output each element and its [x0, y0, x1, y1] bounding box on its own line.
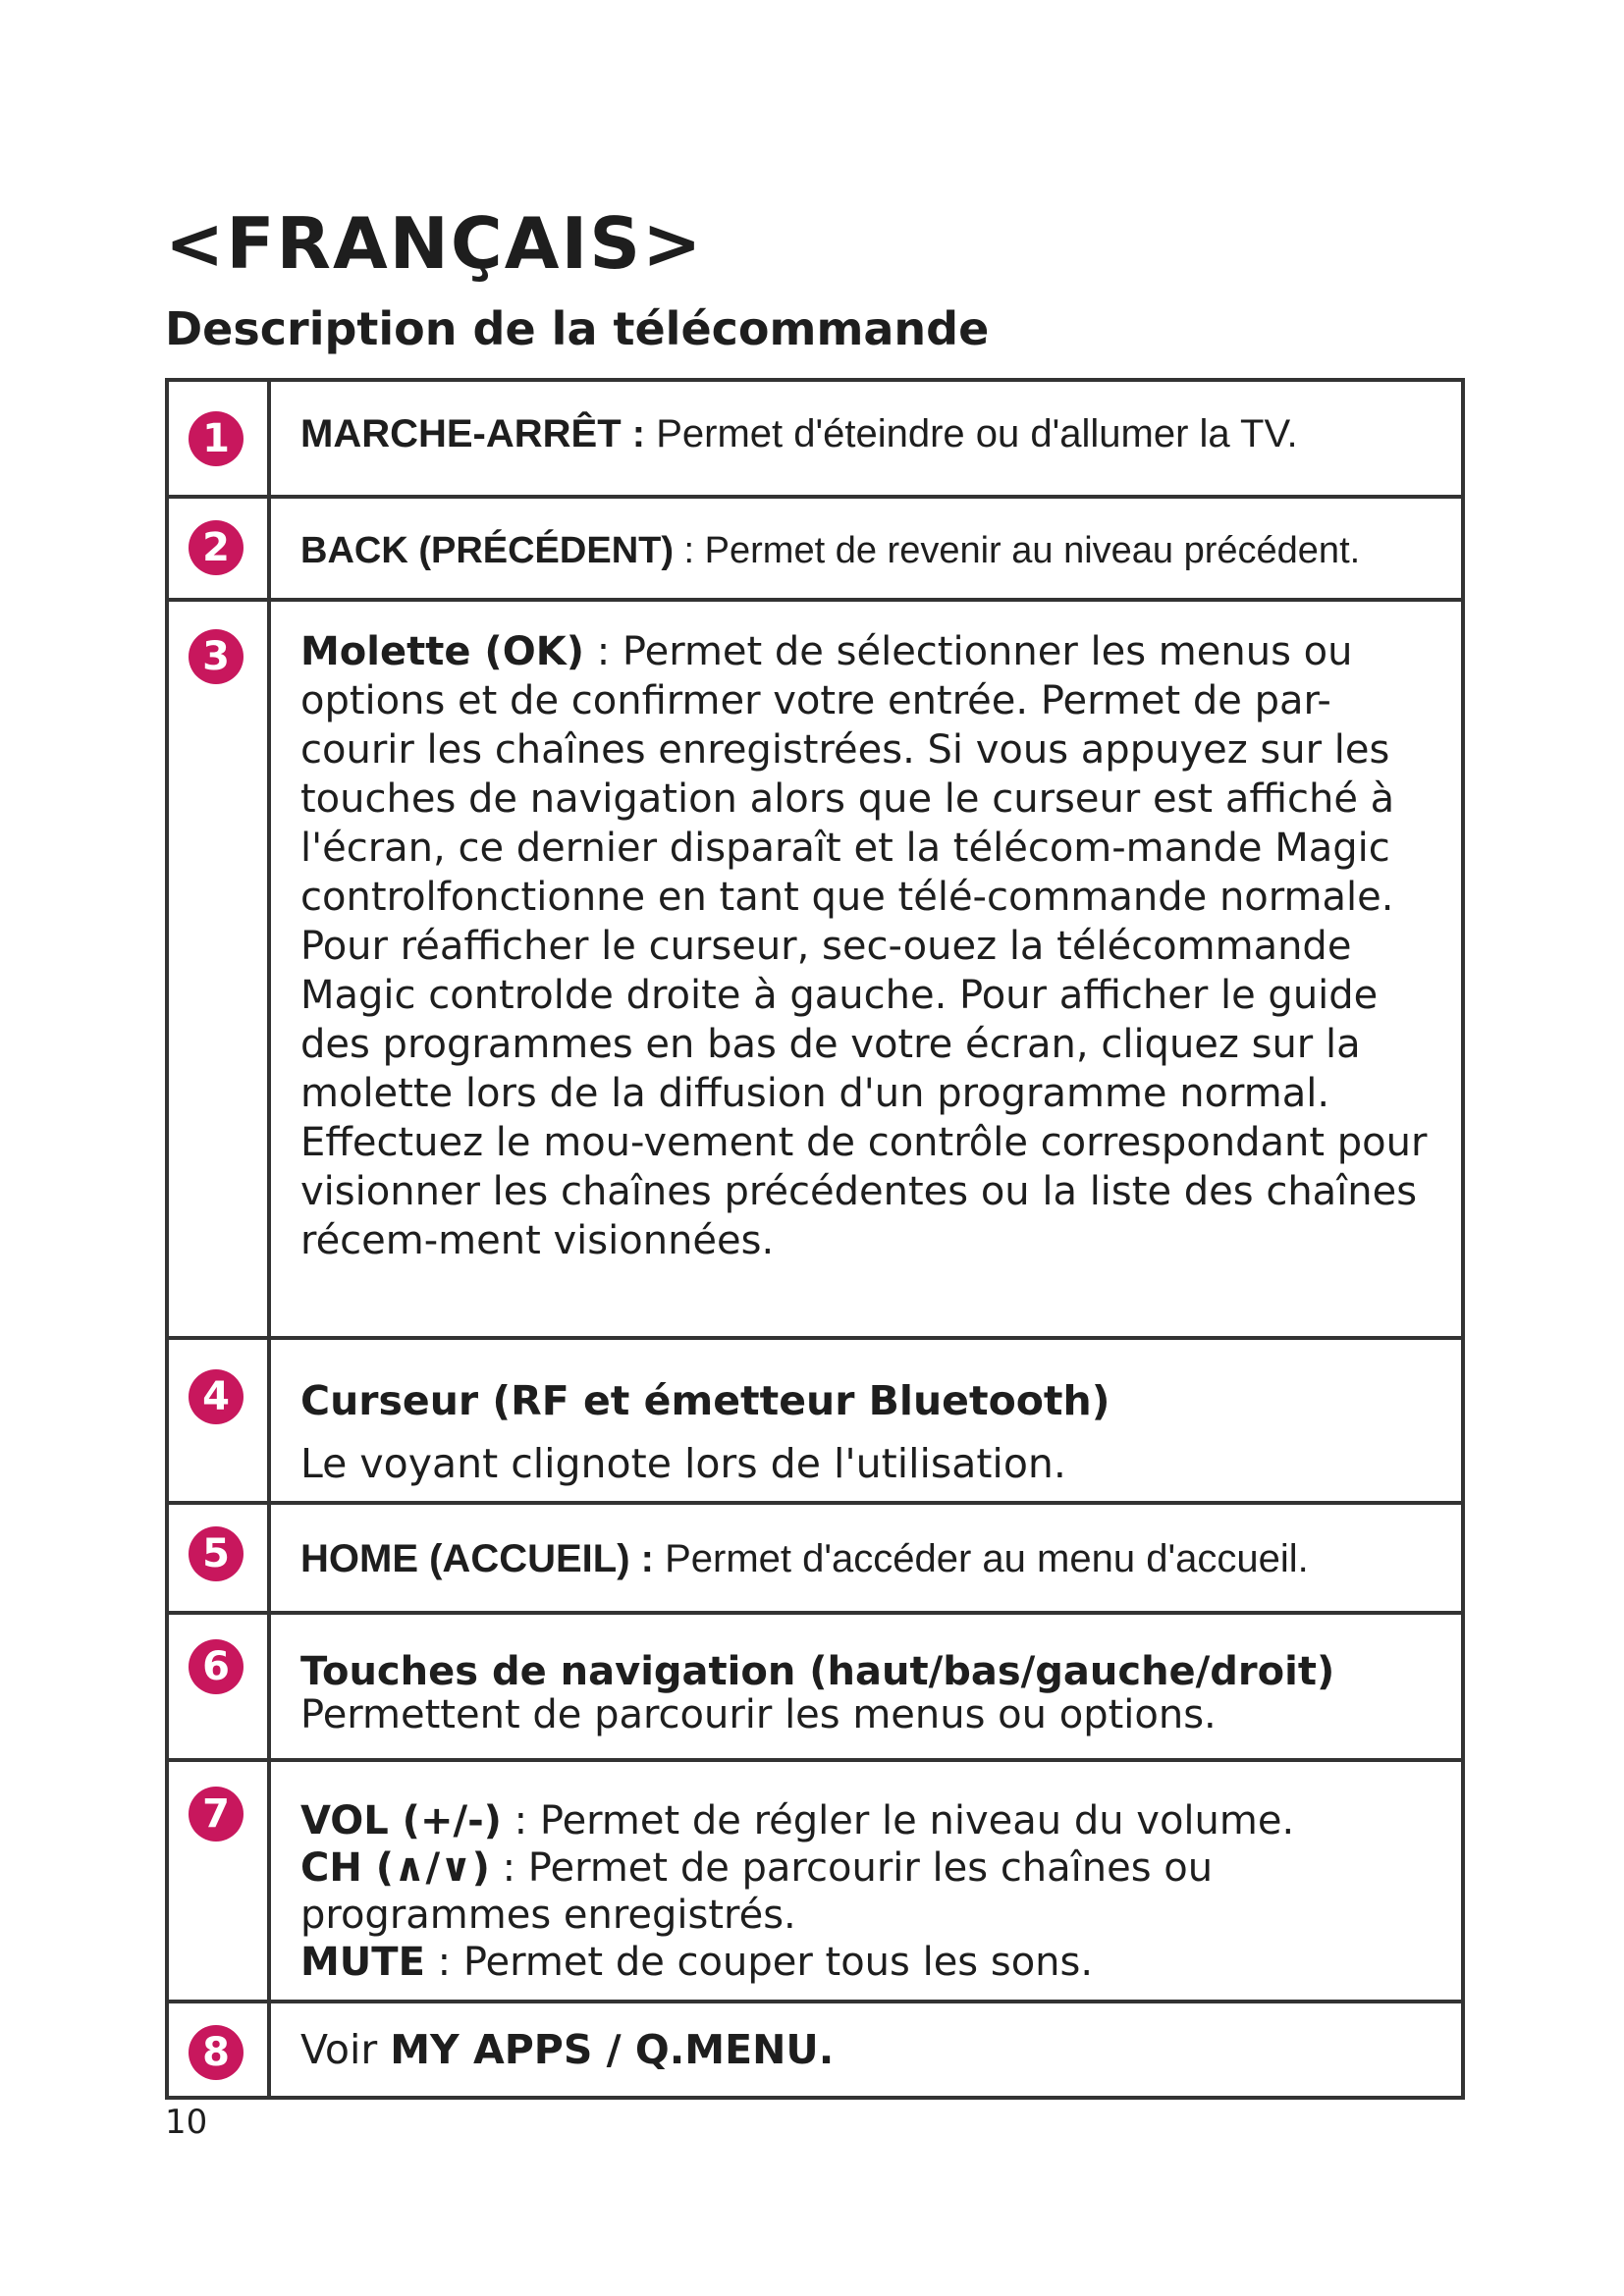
number-cell: [169, 1615, 271, 1758]
number-badge: 5: [189, 1526, 244, 1581]
number-badge: 3: [189, 629, 244, 684]
description-cell: [271, 1340, 1461, 1501]
description-cell: [271, 1505, 1461, 1611]
number-badge: 4: [189, 1369, 244, 1424]
ch-text: : Permet de parcourir les chaînes ou programmes enregistrés.: [300, 1845, 1214, 1938]
item-prefix: Voir: [300, 2026, 391, 2073]
page-number: 10: [165, 2103, 208, 2142]
description-cell: [271, 499, 1461, 598]
table-row-7: [169, 1758, 1461, 2000]
number-cell: [169, 382, 271, 495]
item-text: Le voyant clignote lors de l'utilisation.: [300, 1440, 1066, 1487]
table-row-5: [169, 1501, 1461, 1611]
item-text: Permet d'éteindre ou d'allumer la TV.: [645, 412, 1298, 455]
mute-label: MUTE: [300, 1940, 425, 1985]
item-label: HOME (ACCUEIL) :: [300, 1537, 654, 1580]
description-cell: [271, 1615, 1461, 1758]
item-label: Touches de navigation (haut/bas/gauche/droit): [300, 1649, 1335, 1694]
table-row-6: [169, 1611, 1461, 1758]
item-label: BACK (PRÉCÉDENT): [300, 530, 674, 571]
number-cell: [169, 1340, 271, 1501]
number-badge: 8: [189, 2025, 244, 2080]
description-cell: [271, 382, 1461, 495]
ch-line: [300, 1844, 1437, 1939]
item-text: Permettent de parcourir les menus ou options.: [300, 1692, 1217, 1737]
number-badge: 6: [189, 1639, 244, 1694]
item-label: Curseur (RF et émetteur Bluetooth): [300, 1377, 1110, 1424]
item-label: MARCHE-ARRÊT :: [300, 412, 646, 455]
language-title: <FRANÇAIS>: [165, 202, 704, 285]
remote-description-table: [165, 378, 1465, 2100]
number-cell: [169, 499, 271, 598]
table-row-2: [169, 495, 1461, 598]
table-row-3: [169, 598, 1461, 1336]
vol-text: : Permet de régler le niveau du volume.: [501, 1798, 1295, 1843]
item-label: MY APPS / Q.MENU.: [390, 2026, 835, 2073]
number-cell: [169, 2003, 271, 2096]
description-cell: [271, 1762, 1461, 2000]
table-row-4: [169, 1336, 1461, 1501]
number-badge: 1: [189, 411, 244, 466]
description-cell: [271, 2003, 1461, 2096]
vol-line: [300, 1797, 1437, 1844]
mute-line: [300, 1939, 1437, 1986]
item-text: Permet d'accéder au menu d'accueil.: [653, 1537, 1309, 1580]
number-cell: [169, 1505, 271, 1611]
section-title: Description de la télécommande: [165, 302, 990, 355]
item-text: : Permet de sélectionner les menus ou options et de confirmer votre entrée. Permet de par-courir les chaînes enregistrées. Si vous appuyez sur les touches de navigation alors que le curseur est affiché à l'écran, ce dernier disparaît et la télécom-mande Magic controlfonctionne en tant que télé-commande normale. Pour réafficher le curseur, sec-ouez la télécommande Magic controlde droite à gauche. Pour afficher le guide des programmes en bas de votre écran, cliquez sur la molette lors de la diffusion d'un programme normal. Effectuez le mou-vement de contrôle correspondant pour visionner les chaînes précédentes ou la liste des chaînes récem-ment visionnées.: [300, 629, 1428, 1263]
table-row-1: [169, 382, 1461, 495]
number-cell: [169, 1762, 271, 2000]
number-badge: 7: [189, 1787, 244, 1842]
description-cell: [271, 602, 1461, 1336]
vol-label: VOL (+/-): [300, 1798, 502, 1843]
number-badge: 2: [189, 520, 244, 575]
item-text: : Permet de revenir au niveau précédent.: [674, 530, 1361, 571]
item-label: Molette (OK): [300, 629, 584, 674]
ch-label: CH (∧/∨): [300, 1845, 490, 1891]
number-cell: [169, 602, 271, 1336]
mute-text: : Permet de couper tous les sons.: [424, 1940, 1094, 1985]
table-row-8: [169, 2000, 1461, 2096]
